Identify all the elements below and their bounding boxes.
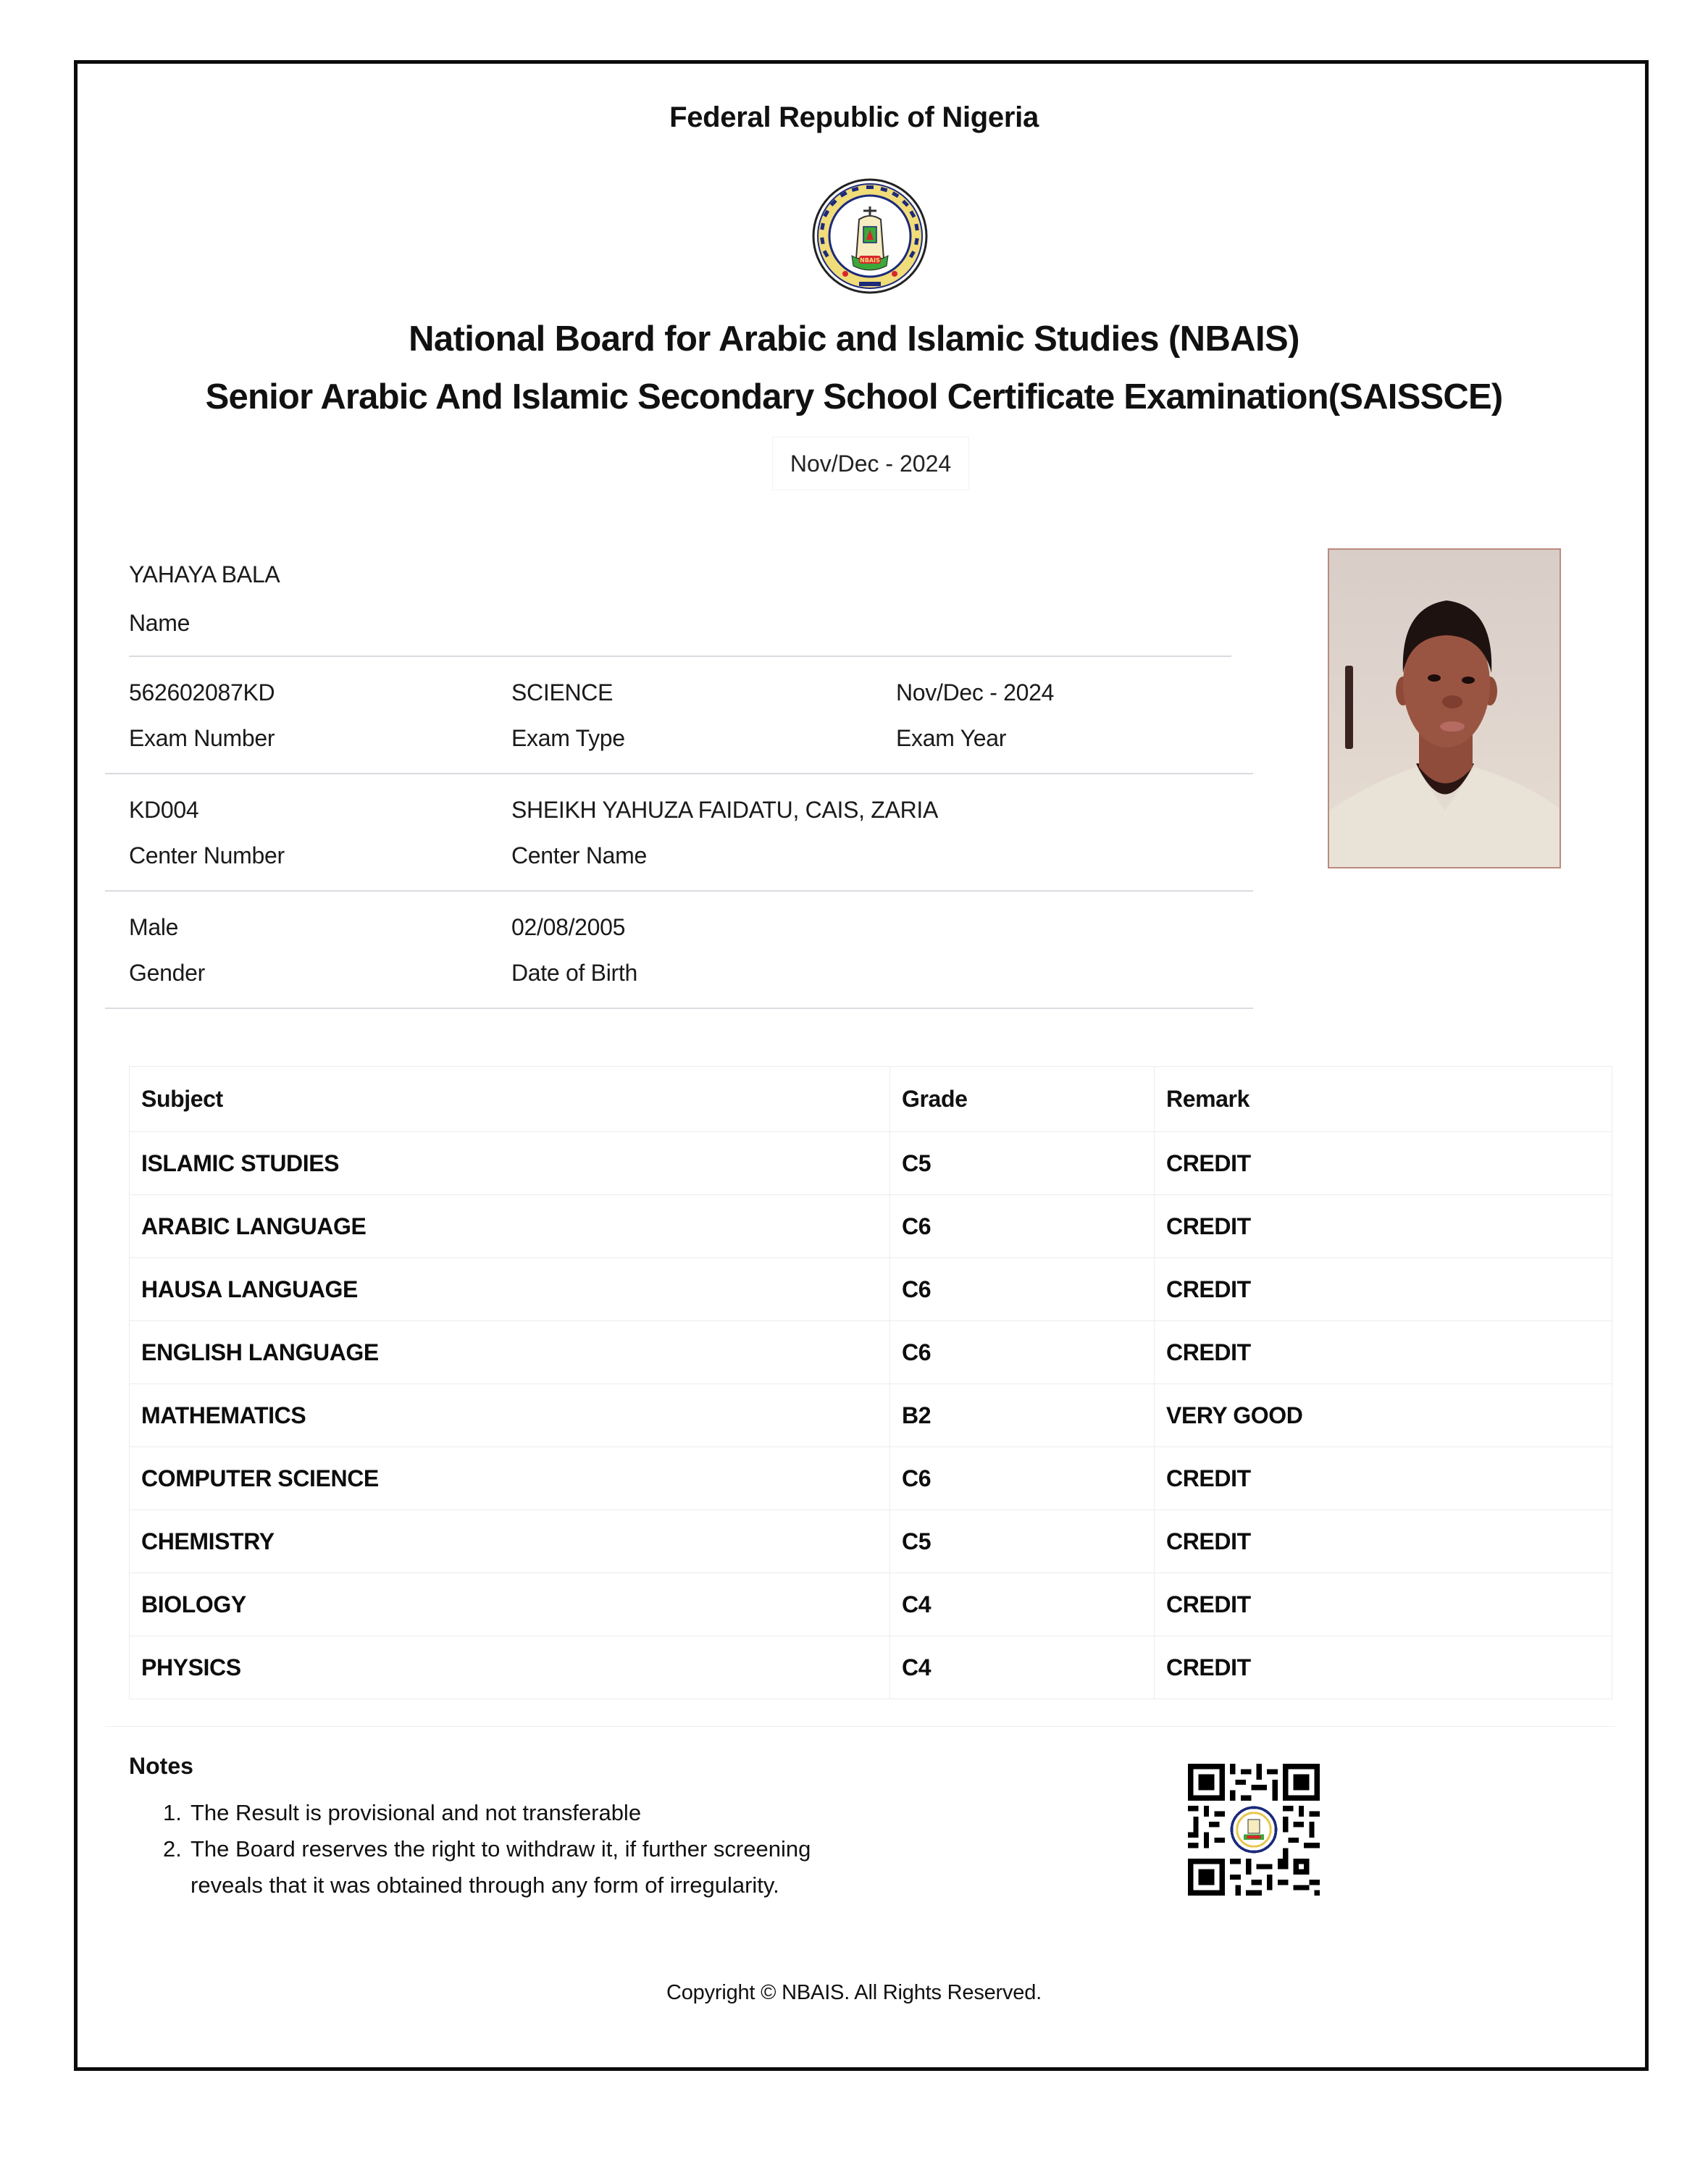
remark-cell: CREDIT	[1155, 1510, 1612, 1573]
remark-cell: CREDIT	[1155, 1447, 1612, 1510]
info-divider	[105, 773, 1253, 774]
dob-value: 02/08/2005	[511, 914, 626, 940]
grade-cell: C6	[890, 1195, 1155, 1258]
candidate-photo	[1328, 548, 1561, 868]
subject-cell: PHYSICS	[130, 1636, 890, 1699]
exam-year-label: Exam Year	[896, 725, 1007, 751]
result-slip-frame	[74, 60, 1649, 2071]
nbais-logo-icon	[811, 177, 929, 295]
center-name-value: SHEIKH YAHUZA FAIDATU, CAIS, ZARIA	[511, 797, 939, 823]
subject-cell: COMPUTER SCIENCE	[130, 1447, 890, 1510]
remark-cell: CREDIT	[1155, 1132, 1612, 1195]
remark-cell: CREDIT	[1155, 1258, 1612, 1321]
subject-cell: ARABIC LANGUAGE	[130, 1195, 890, 1258]
grade-cell: C5	[890, 1132, 1155, 1195]
country-title: Federal Republic of Nigeria	[669, 101, 1039, 133]
grade-cell: C5	[890, 1510, 1155, 1573]
copyright-text: Copyright © NBAIS. All Rights Reserved.	[666, 1981, 1042, 2004]
remark-cell: VERY GOOD	[1155, 1384, 1612, 1447]
exam-type-value: SCIENCE	[511, 679, 614, 706]
note-text: The Result is provisional and not transferable	[191, 1800, 642, 1825]
table-row	[130, 1510, 1612, 1573]
board-heading: National Board for Arabic and Islamic Studies (NBAIS)	[409, 319, 1299, 359]
subject-cell: BIOLOGY	[130, 1573, 890, 1636]
info-divider	[105, 890, 1253, 892]
results-table	[129, 1066, 1612, 1699]
column-header-subject: Subject	[130, 1067, 890, 1132]
exam-year-value: Nov/Dec - 2024	[896, 679, 1055, 706]
table-row	[130, 1258, 1612, 1321]
remark-cell: CREDIT	[1155, 1321, 1612, 1384]
gender-label: Gender	[129, 960, 205, 986]
table-row	[130, 1384, 1612, 1447]
note-item	[163, 1795, 873, 1831]
note-text: The Board reserves the right to withdraw it, if further screening reveals that it was obtained through any form of irregularity.	[191, 1836, 811, 1898]
table-row	[130, 1447, 1612, 1510]
subject-cell: ISLAMIC STUDIES	[130, 1132, 890, 1195]
svg-text:NBAIS: NBAIS	[860, 257, 880, 264]
table-row	[130, 1132, 1612, 1195]
candidate-name-value: YAHAYA BALA	[129, 561, 280, 587]
gender-value: Male	[129, 914, 179, 940]
center-number-label: Center Number	[129, 842, 285, 868]
remark-cell: CREDIT	[1155, 1573, 1612, 1636]
table-row	[130, 1195, 1612, 1258]
candidate-name-label: Name	[129, 610, 191, 636]
exam-number-value: 562602087KD	[129, 679, 275, 706]
verification-qr-code-icon	[1188, 1764, 1320, 1896]
subject-cell: MATHEMATICS	[130, 1384, 890, 1447]
grade-cell: C4	[890, 1636, 1155, 1699]
exam-type-label: Exam Type	[511, 725, 625, 751]
subject-cell: ENGLISH LANGUAGE	[130, 1321, 890, 1384]
table-header-row	[130, 1067, 1612, 1132]
note-number: 1.	[163, 1800, 182, 1825]
grade-cell: C6	[890, 1321, 1155, 1384]
column-header-grade: Grade	[890, 1067, 1155, 1132]
info-divider	[105, 1008, 1253, 1009]
remark-cell: CREDIT	[1155, 1636, 1612, 1699]
subject-cell: CHEMISTRY	[130, 1510, 890, 1573]
column-header-remark: Remark	[1155, 1067, 1612, 1132]
session-badge: Nov/Dec - 2024	[772, 437, 969, 490]
grade-cell: B2	[890, 1384, 1155, 1447]
note-number: 2.	[163, 1836, 182, 1862]
table-row	[130, 1636, 1612, 1699]
grade-cell: C4	[890, 1573, 1155, 1636]
exam-number-label: Exam Number	[129, 725, 275, 751]
subject-cell: HAUSA LANGUAGE	[130, 1258, 890, 1321]
remark-cell: CREDIT	[1155, 1195, 1612, 1258]
table-row	[130, 1321, 1612, 1384]
info-divider	[129, 656, 1231, 657]
table-row	[130, 1573, 1612, 1636]
notes-list	[163, 1795, 873, 1904]
exam-title-heading: Senior Arabic And Islamic Secondary School Certificate Examination(SAISSCE)	[205, 377, 1503, 416]
center-name-label: Center Name	[511, 842, 647, 868]
dob-label: Date of Birth	[511, 960, 637, 986]
grade-cell: C6	[890, 1258, 1155, 1321]
center-number-value: KD004	[129, 797, 199, 823]
grade-cell: C6	[890, 1447, 1155, 1510]
section-divider	[105, 1726, 1615, 1727]
notes-heading: Notes	[129, 1753, 193, 1779]
note-item	[163, 1831, 873, 1904]
